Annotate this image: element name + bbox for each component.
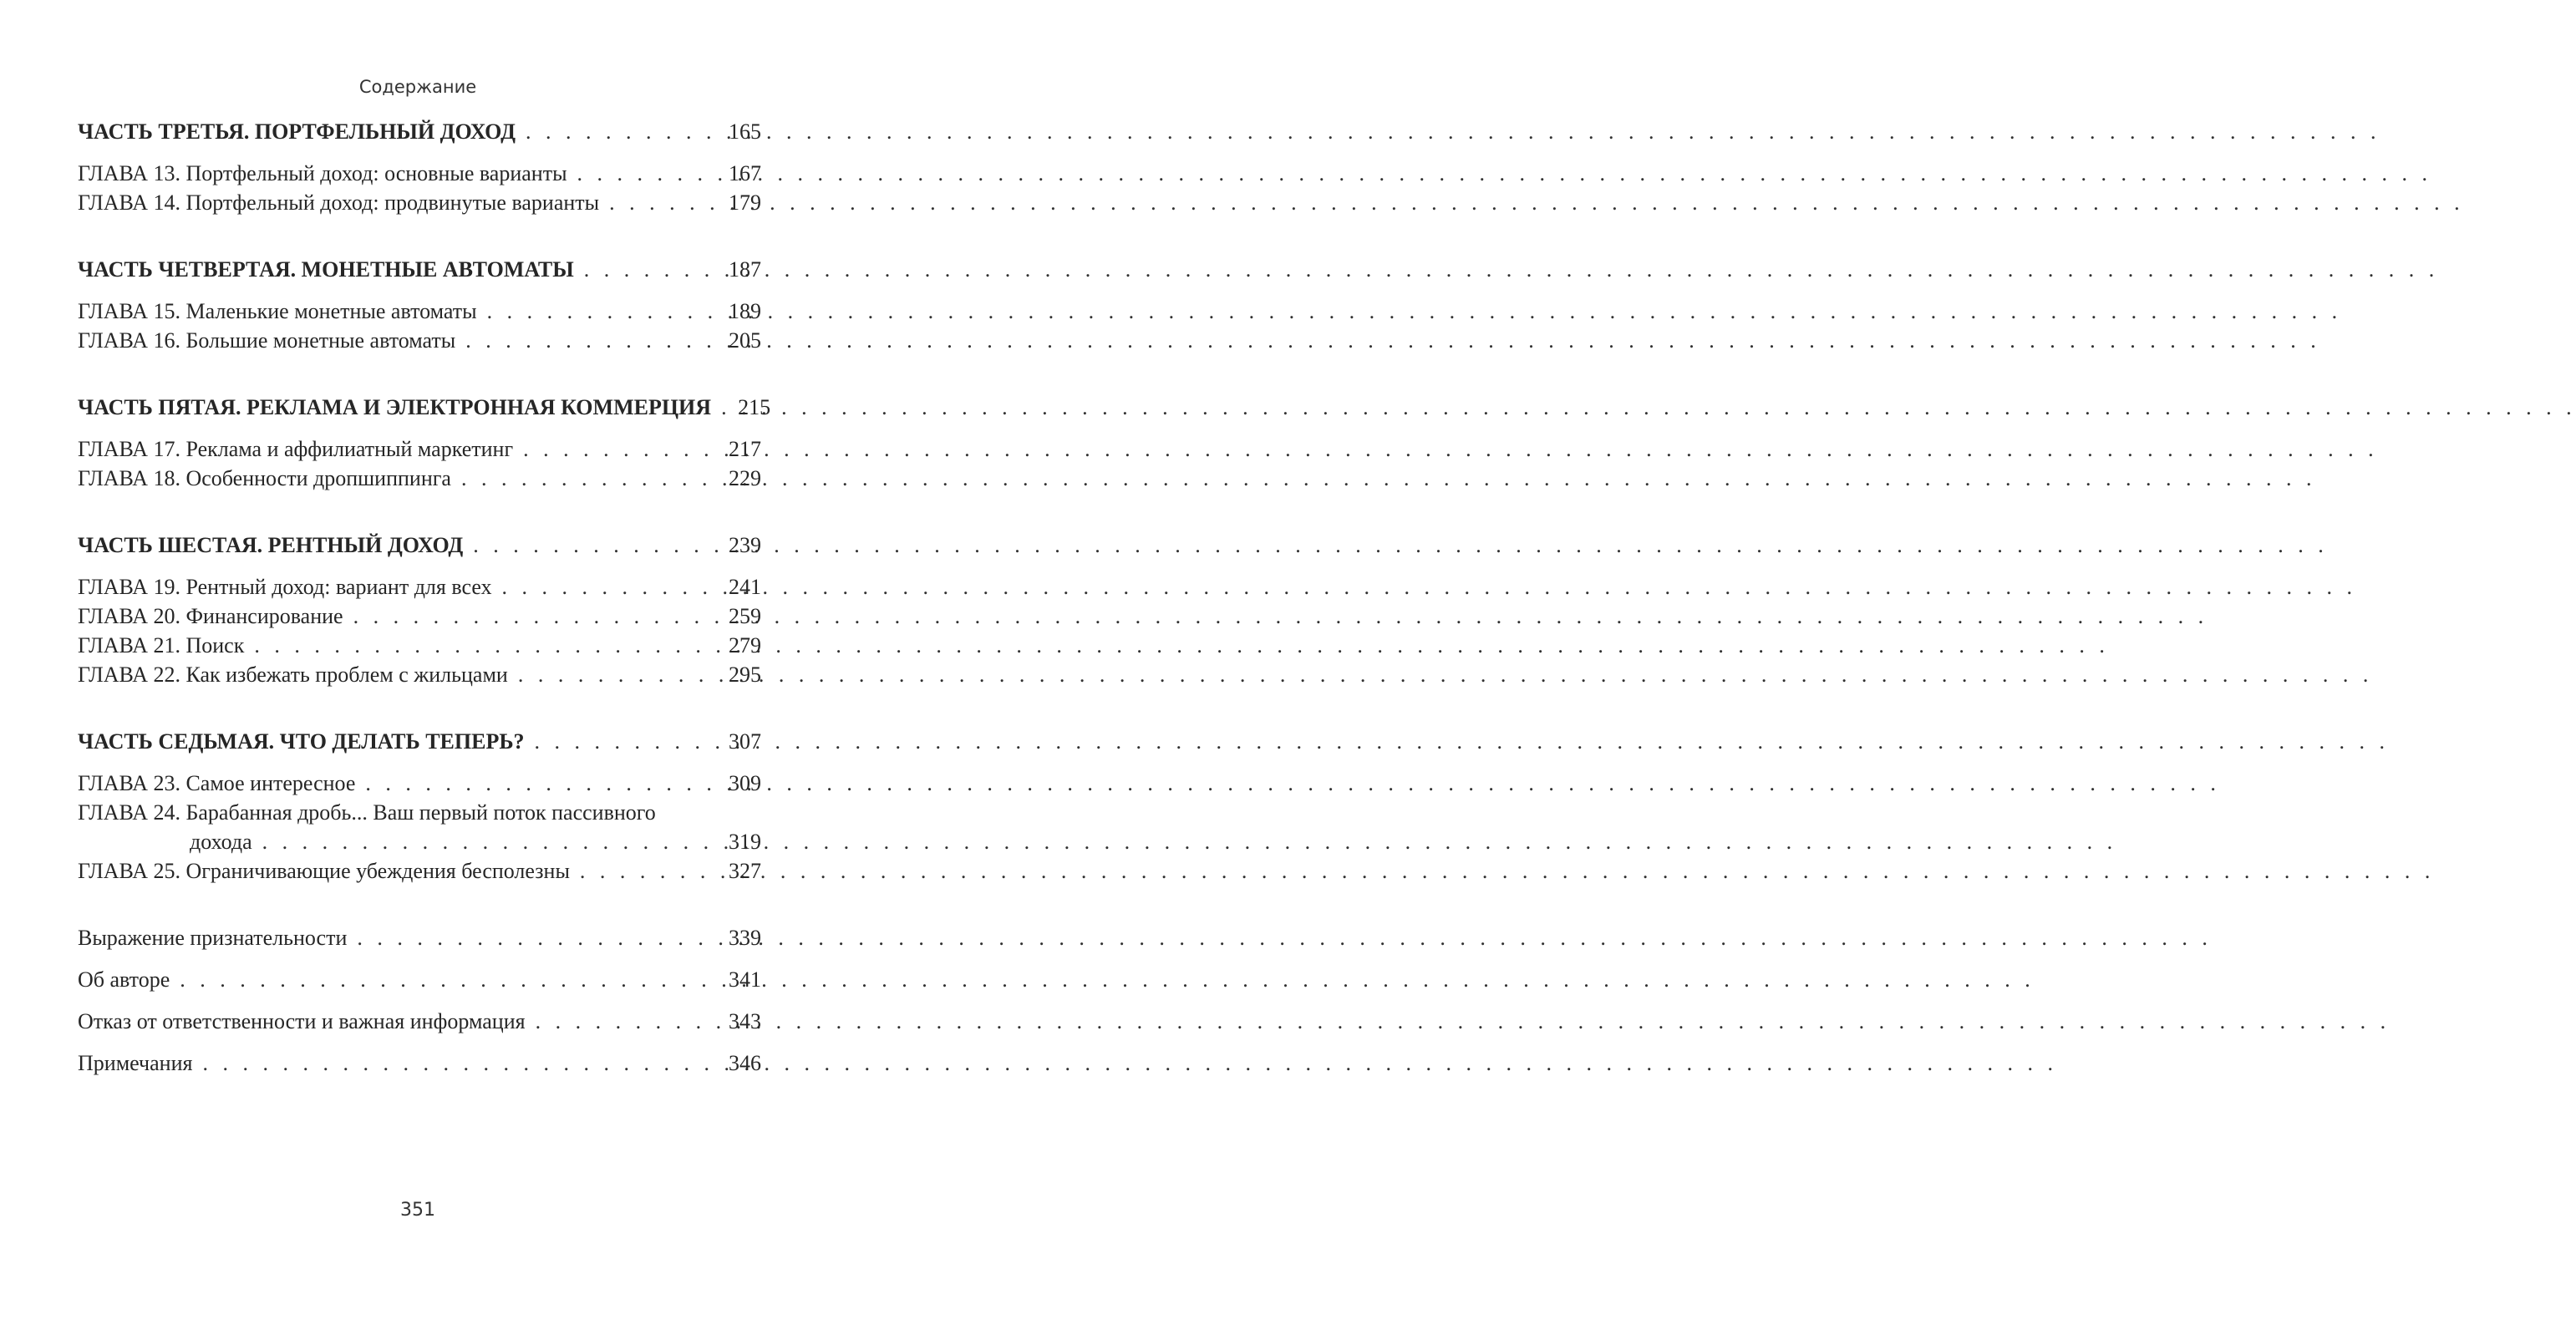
page-number: 217 <box>729 437 761 461</box>
leader-dots <box>461 464 720 493</box>
toc-chapter-20[interactable] <box>78 602 761 631</box>
toc-chapter-13[interactable] <box>78 159 761 188</box>
page-number: 239 <box>729 533 761 557</box>
toc-part-5 <box>78 393 771 493</box>
page-number: 295 <box>729 663 761 687</box>
leader-dots <box>473 531 720 560</box>
leader-dots <box>580 856 720 886</box>
page-number: 319 <box>729 830 761 854</box>
page-number: 229 <box>729 466 761 490</box>
chapter-label: ГЛАВА 18. Особенности дропшиппинга <box>78 466 451 490</box>
toc-part-title[interactable] <box>78 727 761 756</box>
toc-about-author[interactable] <box>78 965 761 994</box>
toc-disclaimer[interactable] <box>78 1007 761 1036</box>
page-folio: 351 <box>400 1200 435 1221</box>
toc-part-7 <box>78 727 761 886</box>
page-number: 167 <box>729 161 761 185</box>
chapter-label-line-2: дохода <box>190 830 252 854</box>
page-number: 259 <box>729 604 761 628</box>
toc-part-title[interactable] <box>78 531 761 560</box>
page-number: 341 <box>729 967 761 992</box>
toc-back-matter <box>78 923 761 1078</box>
leader-dots <box>609 188 720 217</box>
chapter-label: ГЛАВА 14. Портфельный доход: продвинутые варианты <box>78 190 600 215</box>
toc-chapter-24[interactable] <box>78 798 761 856</box>
leader-dots <box>721 393 729 422</box>
entry-label: Примечания <box>78 1051 193 1075</box>
page-number: 165 <box>729 119 761 144</box>
toc-part-6 <box>78 531 761 689</box>
entry-label: Выражение признательности <box>78 926 348 950</box>
chapter-label: ГЛАВА 13. Портфельный доход: основные варианты <box>78 161 567 185</box>
page-number: 187 <box>729 257 761 282</box>
leader-dots <box>518 660 720 689</box>
part-title-label: ЧАСТЬ СЕДЬМАЯ. ЧТО ДЕЛАТЬ ТЕПЕРЬ? <box>78 729 525 754</box>
entry-label: Об авторе <box>78 967 170 992</box>
toc-part-title[interactable] <box>78 393 771 422</box>
toc-acknowledgments[interactable] <box>78 923 761 952</box>
leader-dots <box>202 1048 720 1078</box>
leader-dots <box>577 159 720 188</box>
toc-chapter-15[interactable] <box>78 297 761 326</box>
toc-notes[interactable] <box>78 1048 761 1078</box>
page-number: 339 <box>729 926 761 950</box>
leader-dots <box>353 602 720 631</box>
toc-chapter-23[interactable] <box>78 769 761 798</box>
leader-dots <box>254 631 720 660</box>
page-number: 189 <box>729 299 761 323</box>
page-number: 215 <box>738 395 771 419</box>
toc-part-4 <box>78 255 761 355</box>
table-of-contents <box>78 117 771 1090</box>
chapter-label: ГЛАВА 15. Маленькие монетные автоматы <box>78 299 477 323</box>
chapter-label: ГЛАВА 25. Ограничивающие убеждения бесполезны <box>78 859 570 883</box>
leader-dots <box>262 827 720 856</box>
page-number: 279 <box>729 633 761 657</box>
page-number: 241 <box>729 575 761 599</box>
toc-chapter-16[interactable] <box>78 326 761 355</box>
toc-chapter-25[interactable] <box>78 856 761 886</box>
leader-dots <box>180 965 720 994</box>
leader-dots <box>465 326 720 355</box>
chapter-label: ГЛАВА 17. Реклама и аффилиатный маркетинг <box>78 437 514 461</box>
chapter-label: ГЛАВА 23. Самое интересное <box>78 771 356 795</box>
toc-chapter-18[interactable] <box>78 464 761 493</box>
toc-chapter-22[interactable] <box>78 660 761 689</box>
leader-dots <box>535 727 720 756</box>
leader-dots <box>584 255 720 284</box>
toc-chapter-17[interactable] <box>78 434 761 464</box>
chapter-label: ГЛАВА 20. Финансирование <box>78 604 343 628</box>
leader-dots <box>502 572 720 602</box>
page-number: 346 <box>729 1051 761 1075</box>
chapter-label-continuation <box>78 827 761 856</box>
chapter-label: ГЛАВА 21. Поиск <box>78 633 245 657</box>
toc-chapter-14[interactable] <box>78 188 761 217</box>
toc-part-title[interactable] <box>78 117 761 146</box>
page-number: 205 <box>729 328 761 353</box>
page-number: 327 <box>729 859 761 883</box>
page-number: 343 <box>729 1009 761 1033</box>
part-title-label: ЧАСТЬ ТРЕТЬЯ. ПОРТФЕЛЬНЫЙ ДОХОД <box>78 119 516 144</box>
toc-part-title[interactable] <box>78 255 761 284</box>
page-number: 309 <box>729 771 761 795</box>
running-header: Содержание <box>358 77 477 97</box>
toc-part-3 <box>78 117 761 217</box>
leader-dots <box>536 1007 720 1036</box>
part-title-label: ЧАСТЬ ЧЕТВЕРТАЯ. МОНЕТНЫЕ АВТОМАТЫ <box>78 257 574 282</box>
chapter-label: ГЛАВА 19. Рентный доход: вариант для всех <box>78 575 492 599</box>
toc-chapter-19[interactable] <box>78 572 761 602</box>
part-title-label: ЧАСТЬ ПЯТАЯ. РЕКЛАМА И ЭЛЕКТРОННАЯ КОММЕРЦИЯ <box>78 395 712 419</box>
toc-chapter-21[interactable] <box>78 631 761 660</box>
leader-dots <box>487 297 720 326</box>
page-number: 179 <box>729 190 761 215</box>
page-number: 307 <box>729 729 761 754</box>
leader-dots <box>526 117 720 146</box>
chapter-label: ГЛАВА 16. Большие монетные автоматы <box>78 328 456 353</box>
chapter-label: ГЛАВА 22. Как избежать проблем с жильцами <box>78 663 508 687</box>
leader-dots <box>357 923 720 952</box>
entry-label: Отказ от ответственности и важная информация <box>78 1009 526 1033</box>
part-title-label: ЧАСТЬ ШЕСТАЯ. РЕНТНЫЙ ДОХОД <box>78 533 464 557</box>
chapter-label-line-1: ГЛАВА 24. Барабанная дробь... Ваш первый поток пассивного <box>78 800 656 825</box>
leader-dots <box>365 769 720 798</box>
leader-dots <box>523 434 720 464</box>
